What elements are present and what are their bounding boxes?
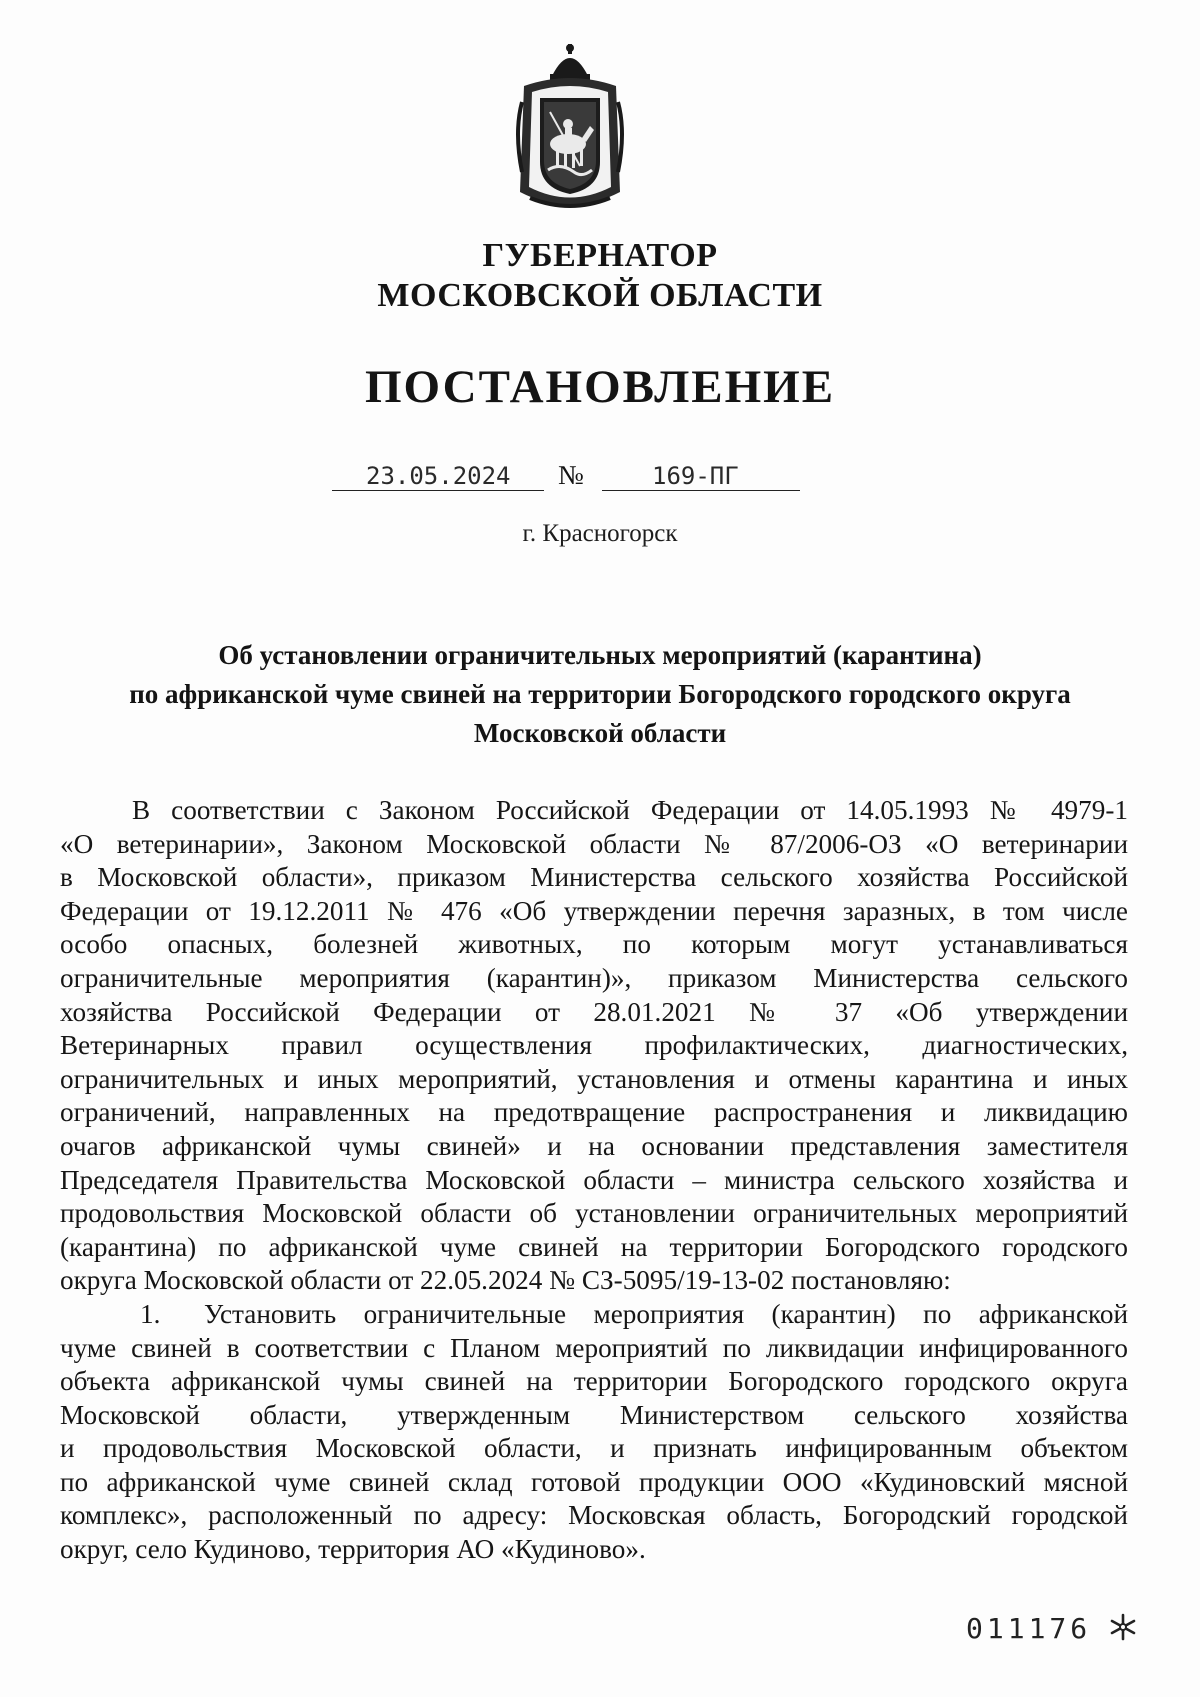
body-line: объекта африканской чумы свиней на территории Богородского городского округа — [60, 1366, 1128, 1397]
body-line: особо опасных, болезней животных, по которым могут устанавливаться — [60, 929, 1128, 960]
body-line: ограничений, направленных на предотвращение распространения и ликвидацию — [60, 1097, 1128, 1128]
body-line: Установить ограничительные мероприятия (карантин) по африканской — [204, 1298, 1128, 1329]
city-label: г. Красногорск — [522, 520, 678, 547]
body-line: по африканской чуме свиней склад готовой продукции ООО «Кудиновский мясной — [60, 1466, 1128, 1497]
body-line: Председателя Правительства Московской области – министра сельского хозяйства и — [60, 1164, 1128, 1195]
body-line: и продовольствия Московской области, и признать инфицированным объектом — [60, 1433, 1128, 1464]
issuer-region: МОСКОВСКОЙ ОБЛАСТИ — [377, 277, 823, 314]
number-underline — [602, 490, 800, 491]
body-line: продовольствия Московской области об установлении ограничительных мероприятий — [60, 1198, 1128, 1229]
document-type: ПОСТАНОВЛЕНИЕ — [364, 361, 836, 413]
body-line: (карантина) по африканской чуме свиней на территории Богородского городского — [60, 1231, 1128, 1262]
body-line: в Московской области», приказом Министерства сельского хозяйства Российской — [60, 862, 1128, 893]
heading-line: по африканской чуме свиней на территории Богородского городского округа — [129, 679, 1071, 709]
document-number: 169-ПГ — [652, 462, 739, 490]
body-line: «О ветеринарии», Законом Московской области № 87/2006-ОЗ «О ветеринарии — [60, 828, 1128, 859]
body-line: комплекс», расположенный по адресу: Московская область, Богородский городской — [60, 1500, 1128, 1531]
body-line: Ветеринарных правил осуществления профилактических, диагностических, — [60, 1030, 1128, 1061]
number-sign: № — [558, 460, 584, 490]
serial-number: 011176 — [966, 1612, 1092, 1645]
body-line: чуме свиней в соответствии с Планом мероприятий по ликвидации инфицированного — [60, 1332, 1128, 1363]
heading-line: Московской области — [473, 718, 727, 748]
body-line: ограничительные мероприятия (карантин)», приказом Министерства сельского — [60, 962, 1128, 993]
item-1-first-line — [60, 1298, 1128, 1332]
body-line: очагов африканской чумы свиней» и на основании представления заместителя — [60, 1130, 1128, 1161]
body-line: хозяйства Российской Федерации от 28.01.2021 № 37 «Об утверждении — [60, 996, 1128, 1027]
document-heading — [60, 636, 1140, 753]
moscow-oblast-coat-of-arms-icon — [510, 42, 630, 214]
body-line: Федерации от 19.12.2011 № 476 «Об утверждении перечня заразных, в том числе — [60, 895, 1128, 926]
heading-line: Об установлении ограничительных мероприятий (карантина) — [218, 640, 982, 670]
date-underline — [332, 490, 544, 491]
document-body — [60, 794, 1128, 1567]
body-line: округа Московской области от 22.05.2024 № СЗ-5095/19-13-02 постановляю: — [60, 1265, 951, 1296]
body-line: округ, село Кудиново, территория АО «Кудиново». — [60, 1534, 646, 1565]
body-line: ограничительных и иных мероприятий, установления и отмены карантина и иных — [60, 1063, 1128, 1094]
body-line: В соответствии с Законом Российской Федерации от 14.05.1993 № 4979-1 — [132, 795, 1128, 825]
body-line: Московской области, утвержденным Министерством сельского хозяйства — [60, 1399, 1128, 1430]
issuer-title: ГУБЕРНАТОР — [482, 237, 718, 274]
asterisk-mark-icon — [1108, 1612, 1138, 1642]
item-number: 1. — [140, 1298, 161, 1329]
document-date: 23.05.2024 — [366, 462, 511, 490]
